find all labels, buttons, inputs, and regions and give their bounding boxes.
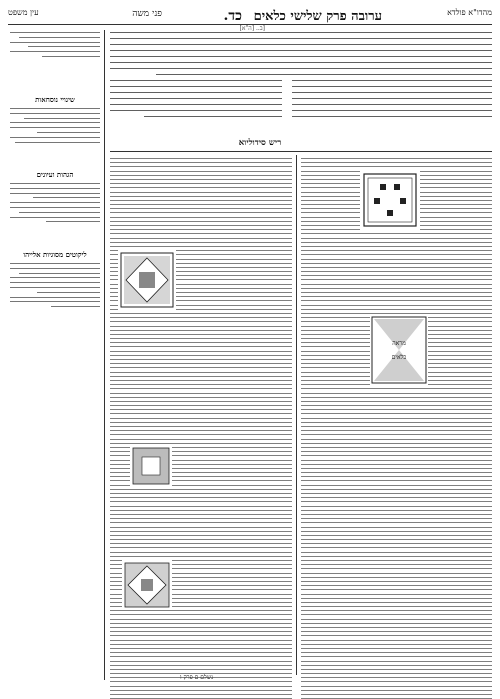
section-divider [110, 151, 492, 152]
mishna-text-band [292, 80, 492, 122]
halacha-ref: [ב.. [ה"א] [239, 25, 265, 32]
diagram-diamond-square-1 [118, 250, 176, 310]
margin-notes-top [10, 32, 100, 61]
diagram-dotted-square [360, 170, 420, 230]
margin-divider [104, 30, 105, 680]
edition-label: מהדו"א פולדא [447, 8, 492, 17]
variants-notes [10, 108, 100, 146]
glosses-heading: הגהות ועיונים [36, 170, 74, 179]
section-title: ריש סידוליוא [238, 138, 282, 148]
collections-heading: ליקוטים מסוגיות אלייהו [23, 250, 87, 259]
commentary-column [110, 158, 292, 699]
column-divider [296, 155, 297, 675]
page-title: ערובה פרק שלישי כלאים [253, 9, 382, 24]
glosses-notes [10, 183, 100, 226]
diagram-diamond-square-2 [122, 560, 172, 610]
diagram-label-bottom: כלאים [391, 354, 407, 361]
commentary-left-band [110, 80, 282, 122]
gemara-text-top [110, 32, 492, 80]
diagram-grey-square [130, 445, 172, 487]
gemara-column [301, 158, 492, 699]
folio-number: כד. [223, 8, 242, 24]
chapter-end-note: נשלם ם פרק ו [180, 674, 214, 681]
diagram-label-top: מראה [392, 340, 406, 347]
variants-heading: שינויי נוסחאות [35, 95, 75, 104]
ein-mishpat-label: עין משפט [8, 8, 39, 17]
commentary-label: פני משה [132, 9, 162, 19]
collections-notes [10, 263, 100, 311]
diagram-hourglass [370, 315, 428, 385]
